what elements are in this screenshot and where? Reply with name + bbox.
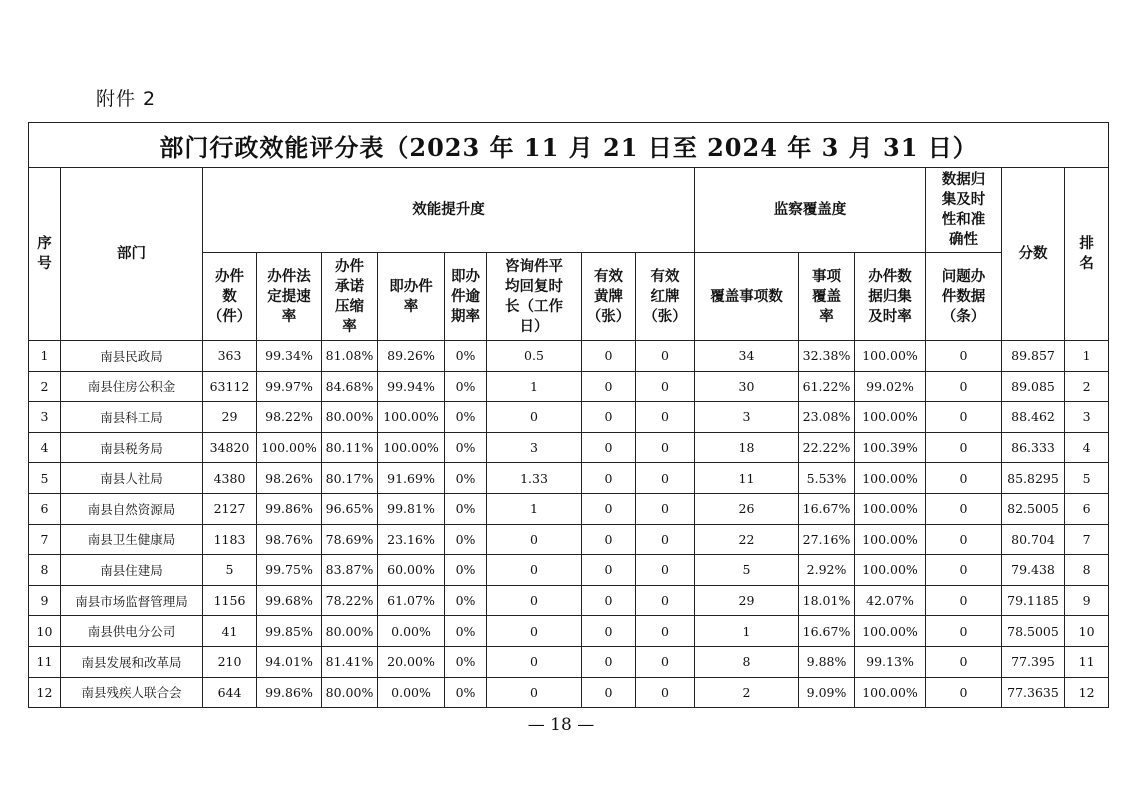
cell-rank: 1 [1065,341,1109,372]
cell-data-timeliness-rate: 100.00% [855,555,926,586]
cell-data-timeliness-rate: 42.07% [855,585,926,616]
cell-seq: 3 [29,402,61,433]
page-number: — 18 — [527,715,595,735]
cell-red-cards: 0 [636,677,695,708]
cell-item-coverage-rate: 16.67% [799,616,855,647]
cell-red-cards: 0 [636,646,695,677]
cell-consult-reply-time: 0 [487,646,582,677]
cell-consult-reply-time: 0 [487,555,582,586]
cell-dept: 南县残疾人联合会 [61,677,203,708]
cell-case-count: 1156 [203,585,257,616]
cell-dept: 南县住建局 [61,555,203,586]
cell-instant-case-rate: 20.00% [378,646,445,677]
cell-red-cards: 0 [636,616,695,647]
cell-legal-speedup-rate: 98.76% [257,524,322,555]
cell-yellow-cards: 0 [582,402,636,433]
cell-dept: 南县卫生健康局 [61,524,203,555]
cell-instant-overdue-rate: 0% [445,371,487,402]
cell-instant-case-rate: 0.00% [378,616,445,647]
cell-instant-case-rate: 100.00% [378,432,445,463]
cell-legal-speedup-rate: 98.26% [257,463,322,494]
cell-item-coverage-rate: 61.22% [799,371,855,402]
cell-data-timeliness-rate: 100.00% [855,463,926,494]
cell-rank: 11 [1065,646,1109,677]
header-red-cards: 有效 红牌 （张） [636,253,695,341]
header-legal-speedup-rate: 办件法 定提速 率 [257,253,322,341]
cell-dept: 南县人社局 [61,463,203,494]
cell-covered-items: 30 [695,371,799,402]
header-group-data: 数据归 集及时 性和准 确性 [926,168,1002,253]
cell-legal-speedup-rate: 94.01% [257,646,322,677]
cell-dept: 南县科工局 [61,402,203,433]
cell-consult-reply-time: 0.5 [487,341,582,372]
cell-seq: 2 [29,371,61,402]
cell-problem-case-data: 0 [926,524,1002,555]
cell-problem-case-data: 0 [926,371,1002,402]
cell-instant-case-rate: 99.81% [378,493,445,524]
cell-instant-overdue-rate: 0% [445,524,487,555]
cell-promise-compression-rate: 78.22% [322,585,378,616]
cell-case-count: 1183 [203,524,257,555]
attachment-label: 附件 2 [96,88,157,110]
cell-legal-speedup-rate: 100.00% [257,432,322,463]
cell-seq: 9 [29,585,61,616]
cell-instant-case-rate: 0.00% [378,677,445,708]
cell-yellow-cards: 0 [582,646,636,677]
header-rank: 排 名 [1065,168,1109,341]
cell-instant-case-rate: 91.69% [378,463,445,494]
cell-covered-items: 2 [695,677,799,708]
cell-case-count: 29 [203,402,257,433]
cell-legal-speedup-rate: 98.22% [257,402,322,433]
cell-item-coverage-rate: 23.08% [799,402,855,433]
cell-yellow-cards: 0 [582,371,636,402]
cell-rank: 9 [1065,585,1109,616]
table-title: 部门行政效能评分表（2023 年 11 月 21 日至 2024 年 3 月 31 日） [29,123,1109,168]
cell-item-coverage-rate: 5.53% [799,463,855,494]
cell-consult-reply-time: 0 [487,585,582,616]
cell-promise-compression-rate: 78.69% [322,524,378,555]
cell-consult-reply-time: 0 [487,524,582,555]
cell-instant-overdue-rate: 0% [445,616,487,647]
cell-covered-items: 1 [695,616,799,647]
cell-covered-items: 22 [695,524,799,555]
header-group-coverage: 监察覆盖度 [695,168,926,253]
cell-promise-compression-rate: 80.00% [322,616,378,647]
cell-item-coverage-rate: 22.22% [799,432,855,463]
cell-case-count: 2127 [203,493,257,524]
cell-promise-compression-rate: 83.87% [322,555,378,586]
cell-seq: 11 [29,646,61,677]
cell-instant-overdue-rate: 0% [445,402,487,433]
cell-seq: 1 [29,341,61,372]
cell-red-cards: 0 [636,585,695,616]
header-covered-items: 覆盖事项数 [695,253,799,341]
header-item-coverage-rate: 事项 覆盖 率 [799,253,855,341]
cell-problem-case-data: 0 [926,616,1002,647]
cell-data-timeliness-rate: 100.00% [855,524,926,555]
cell-instant-overdue-rate: 0% [445,341,487,372]
cell-covered-items: 34 [695,341,799,372]
cell-yellow-cards: 0 [582,677,636,708]
cell-promise-compression-rate: 81.08% [322,341,378,372]
cell-instant-overdue-rate: 0% [445,677,487,708]
cell-dept: 南县税务局 [61,432,203,463]
header-consult-reply-time: 咨询件平 均回复时 长（工作 日） [487,253,582,341]
cell-data-timeliness-rate: 100.00% [855,616,926,647]
cell-red-cards: 0 [636,371,695,402]
cell-red-cards: 0 [636,555,695,586]
cell-problem-case-data: 0 [926,341,1002,372]
cell-rank: 8 [1065,555,1109,586]
cell-dept: 南县供电分公司 [61,616,203,647]
cell-legal-speedup-rate: 99.86% [257,677,322,708]
cell-dept: 南县民政局 [61,341,203,372]
cell-instant-case-rate: 89.26% [378,341,445,372]
table-row [29,616,1109,647]
cell-data-timeliness-rate: 100.00% [855,677,926,708]
cell-promise-compression-rate: 80.00% [322,677,378,708]
cell-red-cards: 0 [636,493,695,524]
cell-item-coverage-rate: 2.92% [799,555,855,586]
cell-case-count: 41 [203,616,257,647]
header-dept: 部门 [61,168,203,341]
cell-consult-reply-time: 1 [487,493,582,524]
cell-case-count: 4380 [203,463,257,494]
cell-covered-items: 26 [695,493,799,524]
cell-problem-case-data: 0 [926,585,1002,616]
header-instant-case-rate: 即办件 率 [378,253,445,341]
cell-yellow-cards: 0 [582,555,636,586]
cell-covered-items: 3 [695,402,799,433]
cell-instant-case-rate: 23.16% [378,524,445,555]
cell-promise-compression-rate: 81.41% [322,646,378,677]
cell-yellow-cards: 0 [582,585,636,616]
cell-consult-reply-time: 1 [487,371,582,402]
cell-data-timeliness-rate: 99.02% [855,371,926,402]
cell-yellow-cards: 0 [582,432,636,463]
table-row [29,524,1109,555]
cell-legal-speedup-rate: 99.75% [257,555,322,586]
table-row [29,341,1109,372]
cell-instant-overdue-rate: 0% [445,463,487,494]
cell-seq: 6 [29,493,61,524]
cell-covered-items: 29 [695,585,799,616]
cell-instant-overdue-rate: 0% [445,493,487,524]
cell-consult-reply-time: 1.33 [487,463,582,494]
cell-data-timeliness-rate: 100.00% [855,402,926,433]
cell-covered-items: 18 [695,432,799,463]
cell-data-timeliness-rate: 100.39% [855,432,926,463]
table-row [29,402,1109,433]
cell-item-coverage-rate: 18.01% [799,585,855,616]
table-row [29,585,1109,616]
cell-red-cards: 0 [636,341,695,372]
cell-seq: 5 [29,463,61,494]
cell-seq: 12 [29,677,61,708]
cell-instant-overdue-rate: 0% [445,585,487,616]
cell-red-cards: 0 [636,524,695,555]
cell-rank: 12 [1065,677,1109,708]
cell-problem-case-data: 0 [926,432,1002,463]
cell-instant-overdue-rate: 0% [445,555,487,586]
cell-legal-speedup-rate: 99.34% [257,341,322,372]
cell-instant-case-rate: 60.00% [378,555,445,586]
cell-data-timeliness-rate: 100.00% [855,341,926,372]
cell-problem-case-data: 0 [926,463,1002,494]
efficiency-score-table [28,122,1109,708]
cell-score: 89.085 [1002,371,1065,402]
cell-promise-compression-rate: 80.00% [322,402,378,433]
cell-covered-items: 5 [695,555,799,586]
cell-legal-speedup-rate: 99.68% [257,585,322,616]
cell-legal-speedup-rate: 99.97% [257,371,322,402]
cell-rank: 3 [1065,402,1109,433]
table-row [29,677,1109,708]
header-instant-overdue-rate: 即办 件逾 期率 [445,253,487,341]
cell-red-cards: 0 [636,402,695,433]
cell-problem-case-data: 0 [926,493,1002,524]
cell-consult-reply-time: 0 [487,402,582,433]
cell-yellow-cards: 0 [582,493,636,524]
header-score: 分数 [1002,168,1065,341]
cell-instant-overdue-rate: 0% [445,646,487,677]
cell-score: 77.3635 [1002,677,1065,708]
cell-instant-overdue-rate: 0% [445,432,487,463]
cell-case-count: 644 [203,677,257,708]
cell-rank: 4 [1065,432,1109,463]
header-seq: 序 号 [29,168,61,341]
table-row [29,463,1109,494]
cell-yellow-cards: 0 [582,616,636,647]
header-problem-case-data: 问题办 件数据 （条） [926,253,1002,341]
cell-problem-case-data: 0 [926,677,1002,708]
cell-score: 89.857 [1002,341,1065,372]
cell-seq: 8 [29,555,61,586]
table-row [29,646,1109,677]
cell-dept: 南县市场监督管理局 [61,585,203,616]
table-row [29,371,1109,402]
cell-yellow-cards: 0 [582,524,636,555]
cell-score: 86.333 [1002,432,1065,463]
cell-score: 78.5005 [1002,616,1065,647]
header-promise-compression-rate: 办件 承诺 压缩 率 [322,253,378,341]
cell-dept: 南县发展和改革局 [61,646,203,677]
cell-rank: 10 [1065,616,1109,647]
cell-instant-case-rate: 99.94% [378,371,445,402]
cell-instant-case-rate: 100.00% [378,402,445,433]
cell-seq: 7 [29,524,61,555]
cell-case-count: 63112 [203,371,257,402]
header-yellow-cards: 有效 黄牌 （张） [582,253,636,341]
cell-data-timeliness-rate: 99.13% [855,646,926,677]
cell-score: 79.438 [1002,555,1065,586]
cell-legal-speedup-rate: 99.86% [257,493,322,524]
cell-legal-speedup-rate: 99.85% [257,616,322,647]
cell-consult-reply-time: 0 [487,677,582,708]
cell-dept: 南县住房公积金 [61,371,203,402]
cell-problem-case-data: 0 [926,646,1002,677]
cell-consult-reply-time: 0 [487,616,582,647]
table-row [29,432,1109,463]
cell-consult-reply-time: 3 [487,432,582,463]
cell-case-count: 5 [203,555,257,586]
header-group-efficiency: 效能提升度 [203,168,695,253]
table-row [29,555,1109,586]
cell-covered-items: 8 [695,646,799,677]
cell-red-cards: 0 [636,432,695,463]
header-data-timeliness-rate: 办件数 据归集 及时率 [855,253,926,341]
cell-covered-items: 11 [695,463,799,494]
cell-dept: 南县自然资源局 [61,493,203,524]
table-row [29,493,1109,524]
cell-score: 80.704 [1002,524,1065,555]
cell-score: 82.5005 [1002,493,1065,524]
cell-item-coverage-rate: 27.16% [799,524,855,555]
cell-yellow-cards: 0 [582,463,636,494]
cell-red-cards: 0 [636,463,695,494]
cell-item-coverage-rate: 32.38% [799,341,855,372]
cell-score: 85.8295 [1002,463,1065,494]
cell-item-coverage-rate: 9.88% [799,646,855,677]
cell-problem-case-data: 0 [926,555,1002,586]
cell-score: 88.462 [1002,402,1065,433]
cell-seq: 10 [29,616,61,647]
cell-seq: 4 [29,432,61,463]
cell-case-count: 363 [203,341,257,372]
cell-rank: 2 [1065,371,1109,402]
cell-promise-compression-rate: 80.11% [322,432,378,463]
cell-case-count: 34820 [203,432,257,463]
header-case-count: 办件 数 （件） [203,253,257,341]
cell-item-coverage-rate: 16.67% [799,493,855,524]
cell-promise-compression-rate: 80.17% [322,463,378,494]
cell-promise-compression-rate: 84.68% [322,371,378,402]
cell-rank: 6 [1065,493,1109,524]
cell-rank: 7 [1065,524,1109,555]
cell-problem-case-data: 0 [926,402,1002,433]
cell-score: 77.395 [1002,646,1065,677]
cell-case-count: 210 [203,646,257,677]
cell-item-coverage-rate: 9.09% [799,677,855,708]
cell-data-timeliness-rate: 100.00% [855,493,926,524]
cell-score: 79.1185 [1002,585,1065,616]
cell-promise-compression-rate: 96.65% [322,493,378,524]
cell-instant-case-rate: 61.07% [378,585,445,616]
cell-yellow-cards: 0 [582,341,636,372]
cell-rank: 5 [1065,463,1109,494]
